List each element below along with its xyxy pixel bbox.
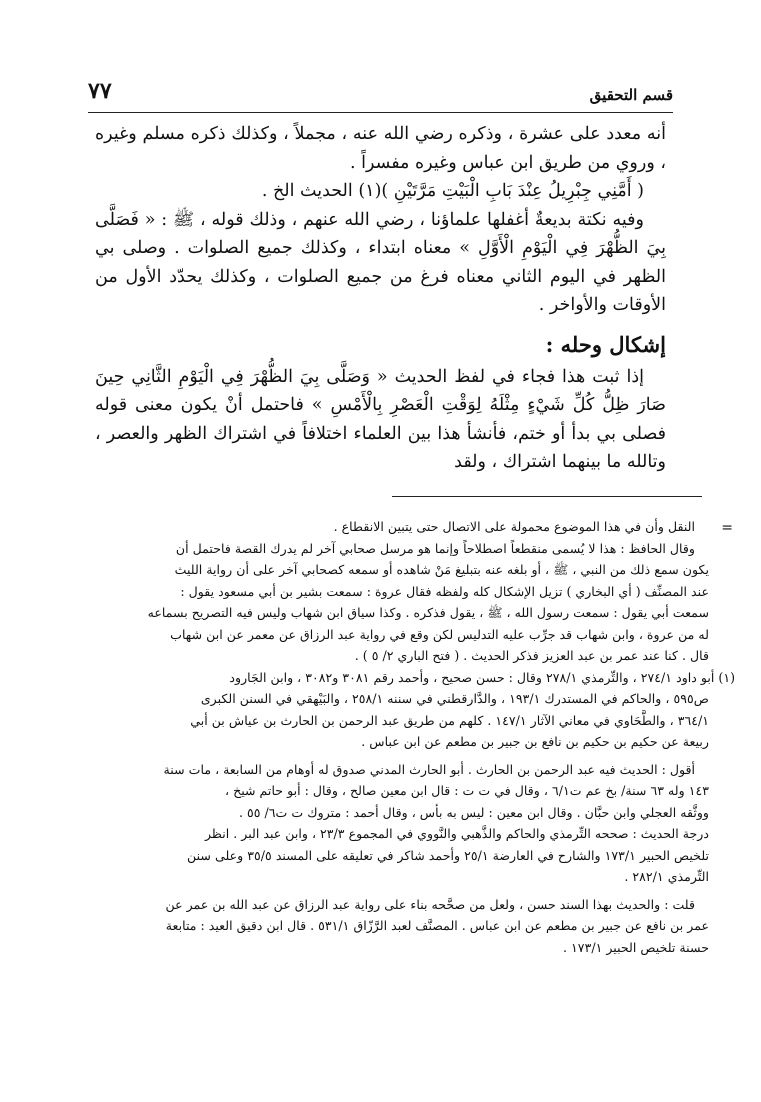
footnote-line: درجة الحديث : صححه التِّرمذي والحاكم والذَّهبي والنَّووي في المجموع ٢٣/٣ ، وابن عبد البر . انظر	[204, 826, 709, 841]
footnote-line: ١٤٣ وله ٦٣ سنة/ بخ عم ت٦/١ ، وقال في ت ت : قال ابن معين صالح ، وقال : أبو حاتم شيخ ،	[225, 783, 709, 798]
footnote-line: (١) أبو داود ٢٧٤/١ ، والتِّرمذي ٢٧٨/١ وقال : حسن صحيح ، وأحمد رقم ٣٠٨١ و٣٠٨٢ ، وابن الجَارود	[229, 669, 735, 685]
footnote-group-continuation	[78, 516, 709, 667]
footnote-divider	[392, 496, 702, 497]
footnotes	[78, 516, 735, 958]
footnote-line: له من عروة ، وابن شهاب قد جرِّب عليه التدليس لكن وقع في رواية عبد الرزاق عن معمر عن ابن شهاب	[170, 626, 709, 642]
page-header	[88, 78, 673, 106]
footnote-line: قال . كنا عند عمر بن عبد العزيز فذكر الحديث . ( فتح الباري ٢/ ٥ ) .	[354, 648, 709, 663]
main-text	[95, 120, 666, 477]
section-heading: إشكال وحله :	[545, 331, 666, 357]
footnote-comment	[78, 759, 709, 824]
footnote-line: ٣٦٤/١ ، والطَّحَاوي في معاني الآثار ١٤٧/١ . كلهم من طريق عبد الرحمن بن الحارث بن عياش بن أبي	[190, 712, 709, 728]
footnote-line: أقول : الحديث فيه عبد الرحمن بن الحارث . أبو الحارث المدني صدوق له أوهام من السابعة ، مات سنة	[163, 761, 695, 777]
footnote-line: عند المصنِّف ( أي البخاري ) تزيل الإشكال كله ولفظه فقال عروة : سمعت بشير بن أبي مسعود يقول :	[180, 583, 709, 599]
hadith-quote: ( أَمَّنِي جِبْرِيلُ عِنْدَ بَابِ الْبَيْتِ مَرَّتَيْنِ )(١) الحديث الخ .	[261, 181, 644, 201]
section-title: قسم التحقيق	[589, 86, 673, 104]
header-divider	[88, 112, 673, 113]
footnote-1	[78, 667, 735, 753]
paragraph-3: إذا ثبت هذا فجاء في لفظ الحديث « وَصَلَّى بِيَ الظُّهْرَ فِي الْيَوْمِ الثَّانِي حِينَ صَارَ ظِلُّ كُلِّ شَيْءٍ مِثْلَهُ لِوَقْتِ الْعَصْرِ بِالْأَمْسِ » فاحتمل أنْ يكون معنى قوله فصلى بي بدأ أو ختم، فأنشأ هذا بين العلماء اختلافاً في اشتراك الظهر والعصر ، وتالله ما بينهما اشتراك ، ولقد	[95, 366, 666, 472]
footnote-line: عمر بن نافع عن جبير بن مطعم عن ابن عباس . المصنَّف لعبد الرَّزّاق ٥٣١/١ . قال ابن دقيق العيد : متابعة	[165, 918, 709, 933]
footnote-line: ووثَّقه العجلي وابن حبَّان . وقال ابن معين : ليس به بأس ، وقال أحمد : متروك ت ت٦/ ٥٥ .	[238, 804, 709, 820]
footnote-line: تلخيص الحبير ١٧٣/١ والشارح في العارضة ٢٥/١ وأحمد شاكر في تعليقه على المسند ٣٥/٥ وعلى سنن	[187, 847, 709, 863]
footnote-note	[78, 894, 709, 959]
footnote-line: حسنة تلخيص الحبير ١٧٣/١ .	[563, 939, 709, 955]
footnote-line: وقال الحافظ : هذا لا يُسمى منقطعاً اصطلاحاً وإنما هو مرسل صحابي آخر لم يدرك القصة فاحتمل أن	[175, 540, 695, 556]
paragraph-1: أنه معدد على عشرة ، وذكره رضي الله عنه ، مجملاً ، وكذلك ذكره مسلم وغيره ، وروي من طريق ابن عباس وغيره مفسراً .	[95, 124, 666, 173]
footnote-line: النقل وأن في هذا الموضوع محمولة على الاتصال حتى يتبين الانقطاع .	[333, 519, 695, 534]
footnote-line: سمعت أبي يقول : سمعت رسول الله ، ﷺ ، يقول فذكره . وكذا سياق ابن شهاب وليس فيه التصريح بسماعه	[147, 605, 709, 620]
footnote-line: التِّرمذي ٢٨٢/١ .	[624, 869, 709, 884]
footnote-line: قلت : والحديث بهذا السند حسن ، ولعل من صحَّحه بناء على رواية عبد الرزاق عن عبد الله بن عمر عن	[165, 896, 695, 912]
footnote-line: يكون سمع ذلك من النبي ، ﷺ ، أو بلغه عنه بتبليغ مَنْ شاهده أو سمعه كصحابي آخر على أن رواية الليث	[174, 562, 709, 577]
footnote-line: ص٥٩٥ ، والحاكم في المستدرك ١٩٣/١ ، والدَّارقطني في سننه ٢٥٨/١ ، والبَيْهقي في السنن الكبرى	[200, 691, 709, 706]
footnote-grade	[78, 823, 709, 888]
paragraph-2: وفيه نكتة بديعةٌ أغفلها علماؤنا ، رضي الله عنهم ، وذلك قوله ، ﷺ : « فَصَلَّى بِيَ الظُّهْرَ فِي الْيَوْمِ الْأَوَّلِ » معناه ابتداء ، وكذلك جميع الصلوات . وصلى بي الظهر في اليوم الثاني معناه فرغ من جميع الصلوات ، وكذلك يحدّد الأول من الأوقات والأواخر .	[95, 209, 666, 315]
footnote-line: ربيعة عن حكيم بن حكيم بن نافع بن جبير بن مطعم عن ابن عباس .	[361, 734, 709, 749]
page-number: ٧٧	[88, 78, 112, 104]
continuation-mark: =	[721, 520, 733, 536]
